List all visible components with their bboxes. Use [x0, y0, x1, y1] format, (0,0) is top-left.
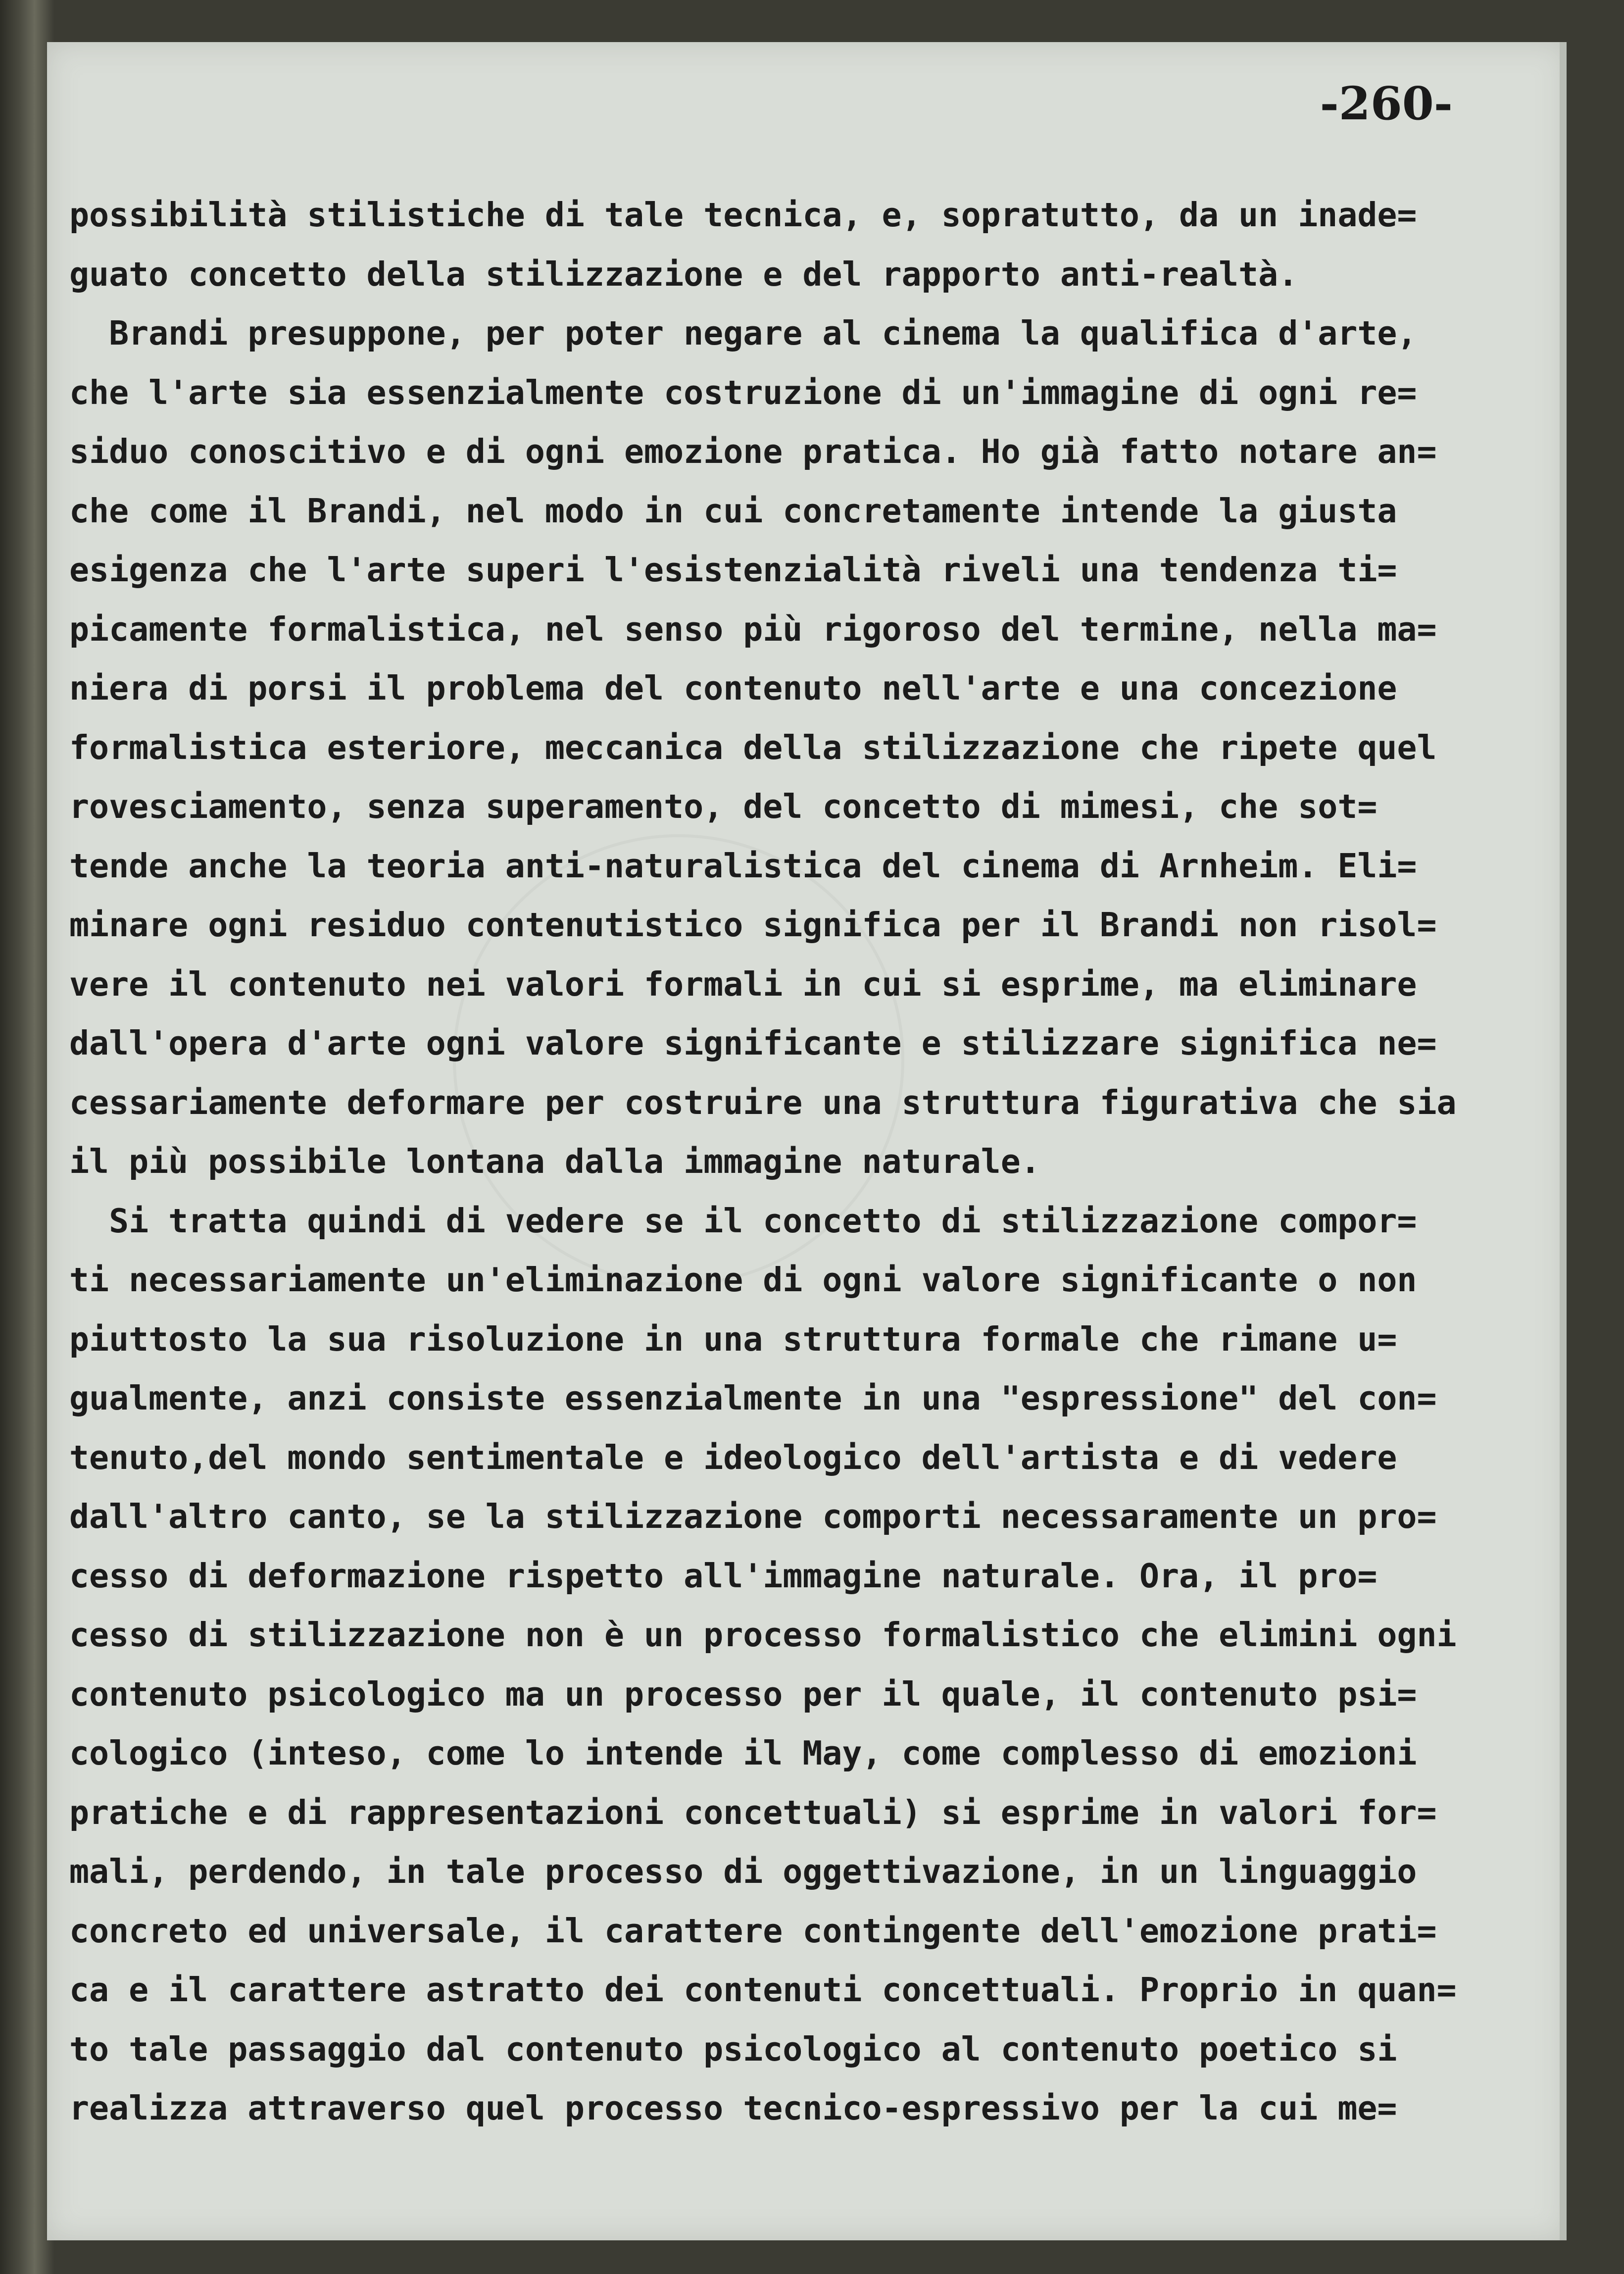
- page-edge: [1560, 42, 1567, 2240]
- text-line: vere il contenuto nei valori formali in cui si esprime, ma eliminare: [69, 964, 1417, 1004]
- text-line: che come il Brandi, nel modo in cui concretamente intende la giusta: [69, 491, 1397, 530]
- text-line: che l'arte sia essenzialmente costruzione di un'immagine di ogni re=: [69, 373, 1417, 412]
- typewritten-page: [47, 42, 1567, 2240]
- text-line: to tale passaggio dal contenuto psicologico al contenuto poetico si: [69, 2029, 1397, 2069]
- text-line: cesso di deformazione rispetto all'immagine naturale. Ora, il pro=: [69, 1556, 1378, 1595]
- text-line: ti necessariamente un'eliminazione di ogni valore significante o non: [69, 1261, 1417, 1299]
- text-line: esigenza che l'arte superi l'esistenzialità riveli una tendenza ti=: [69, 551, 1397, 589]
- text-line: realizza attraverso quel processo tecnico-espressivo per la cui me=: [69, 2089, 1397, 2127]
- text-line: concreto ed universale, il carattere contingente dell'emozione prati=: [69, 1911, 1437, 1950]
- text-line: formalistica esteriore, meccanica della stilizzazione che ripete quel: [69, 728, 1437, 767]
- text-line: minare ogni residuo contenutistico significa per il Brandi non risol=: [69, 906, 1437, 944]
- page-number: -260-: [1320, 77, 1453, 130]
- text-line: gualmente, anzi consiste essenzialmente in una "espressione" del con=: [69, 1379, 1437, 1417]
- text-line: tenuto,del mondo sentimentale e ideologico dell'artista e di vedere: [69, 1438, 1397, 1477]
- text-line: siduo conoscitivo e di ogni emozione pratica. Ho già fatto notare an=: [69, 432, 1437, 471]
- text-line: cessariamente deformare per costruire una struttura figurativa che sia: [69, 1083, 1457, 1122]
- text-line: picamente formalistica, nel senso più rigoroso del termine, nella ma=: [69, 609, 1437, 649]
- text-line: niera di porsi il problema del contenuto nell'arte e una concezione: [69, 669, 1397, 707]
- text-line: contenuto psicologico ma un processo per il quale, il contenuto psi=: [69, 1674, 1417, 1714]
- text-line: cologico (inteso, come lo intende il May, come complesso di emozioni: [69, 1734, 1417, 1772]
- text-line: Si tratta quindi di vedere se il concetto di stilizzazione compor=: [69, 1201, 1417, 1240]
- text-line: possibilità stilistiche di tale tecnica, e, sopratutto, da un inade=: [69, 196, 1417, 234]
- text-line: ca e il carattere astratto dei contenuti concettuali. Proprio in quan=: [69, 1971, 1457, 2009]
- text-line: dall'altro canto, se la stilizzazione comporti necessaramente un pro=: [69, 1497, 1437, 1536]
- text-line: dall'opera d'arte ogni valore significante e stilizzare significa ne=: [69, 1024, 1437, 1062]
- text-line: mali, perdendo, in tale processo di oggettivazione, in un linguaggio: [69, 1852, 1417, 1891]
- text-line: cesso di stilizzazione non è un processo formalistico che elimini ogni: [69, 1616, 1457, 1654]
- text-line: Brandi presuppone, per poter negare al cinema la qualifica d'arte,: [69, 314, 1417, 353]
- text-line: il più possibile lontana dalla immagine naturale.: [69, 1142, 1040, 1181]
- text-line: piuttosto la sua risoluzione in una struttura formale che rimane u=: [69, 1319, 1397, 1359]
- text-line: tende anche la teoria anti-naturalistica del cinema di Arnheim. Eli=: [69, 846, 1417, 885]
- text-line: guato concetto della stilizzazione e del rapporto anti-realtà.: [69, 254, 1298, 294]
- body-text: [69, 186, 1520, 2138]
- text-line: rovesciamento, senza superamento, del concetto di mimesi, che sot=: [69, 787, 1378, 826]
- text-line: pratiche e di rappresentazioni concettuali) si esprime in valori for=: [69, 1793, 1437, 1832]
